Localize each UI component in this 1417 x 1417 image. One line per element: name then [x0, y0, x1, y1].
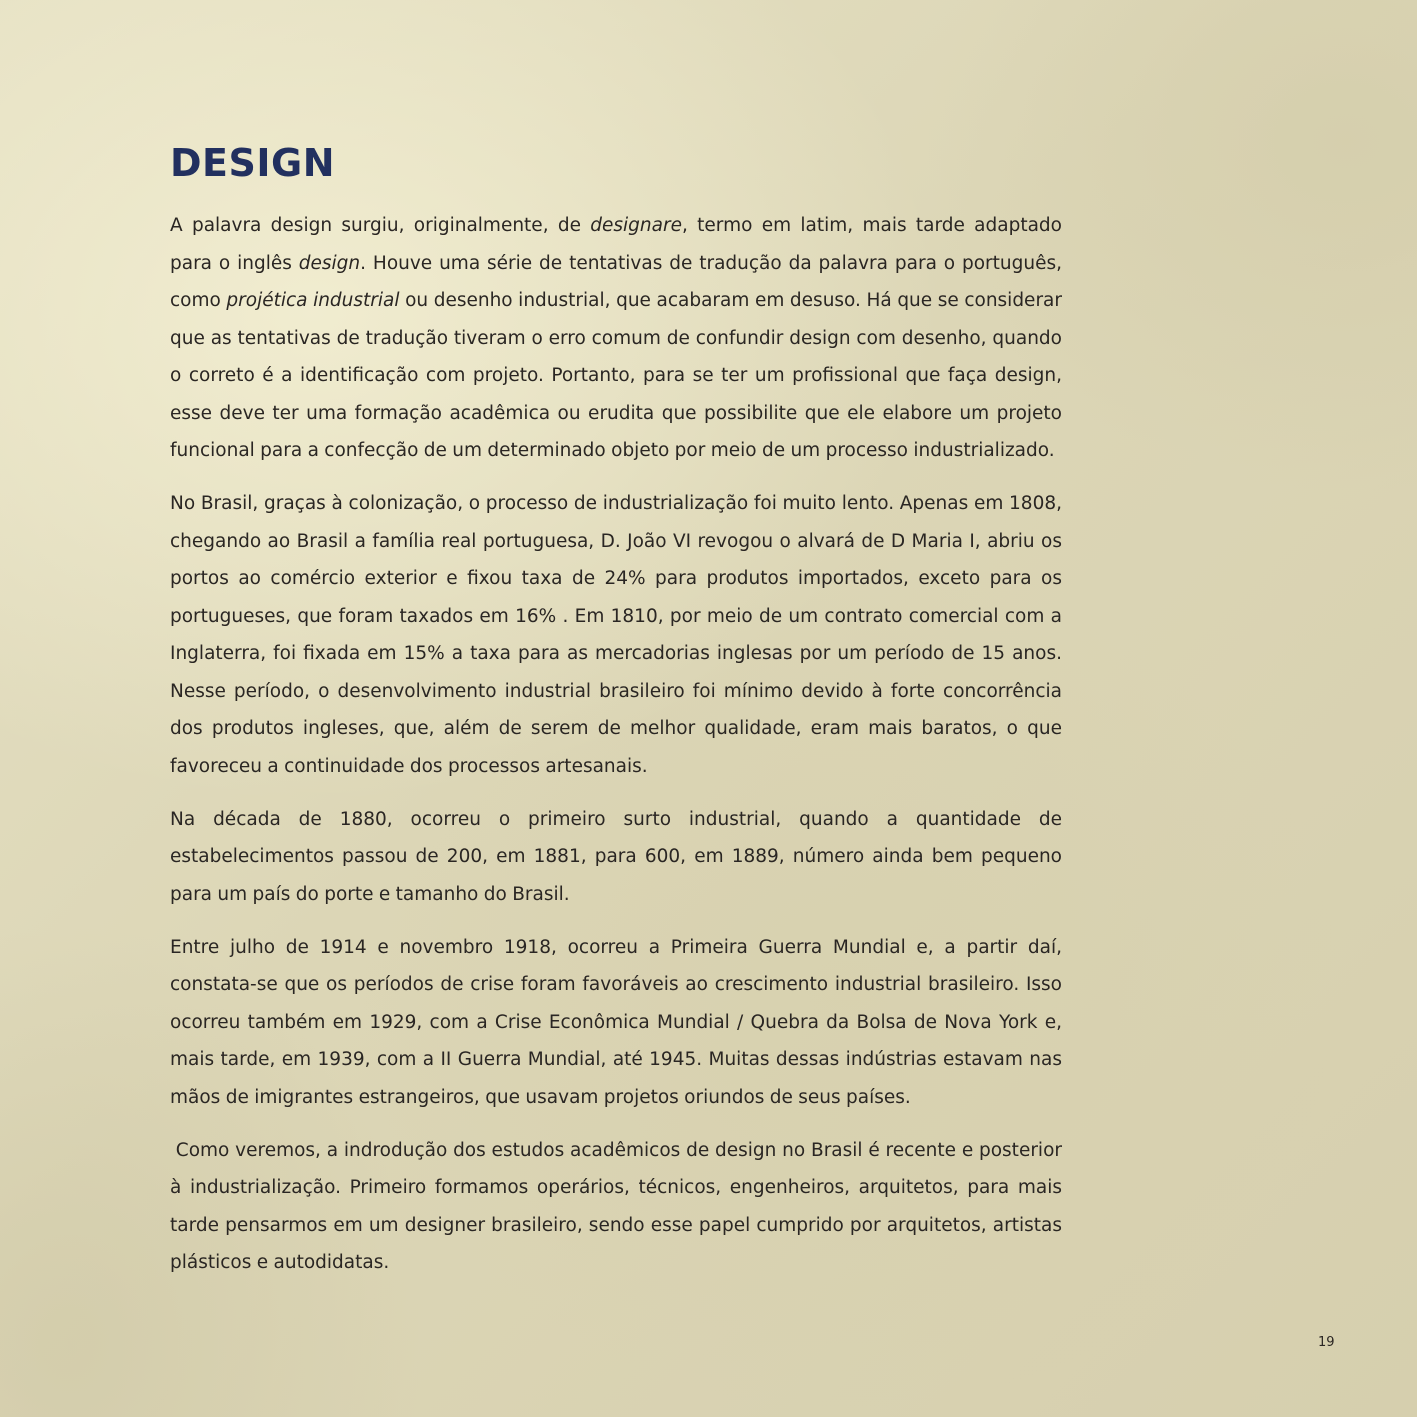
paragraph-4: Entre julho de 1914 e novembro 1918, ocorreu a Primeira Guerra Mundial e, a partir daí, constata-se que os períodos de crise foram favoráveis ao crescimento industrial brasileiro. Isso ocorreu também em 1929, com a Crise Econômica Mundial / Quebra da Bolsa de Nova York e, mais tarde, em 1939, com a II Guerra Mundial, até 1945. Muitas dessas indústrias estavam nas mãos de imigrantes estrangeiros, que usavam projetos oriundos de seus países. — [170, 936, 1062, 1108]
p1-text-3: . Houve uma série de tentativas de tradução da palavra para o português, como — [170, 252, 1062, 311]
p1-text-1: A palavra design surgiu, originalmente, de — [170, 215, 591, 236]
p1-text-2: , termo em latim, mais tarde adaptado para o inglês — [170, 215, 1062, 274]
page-title: DESIGN — [170, 141, 336, 185]
article-body — [170, 207, 1068, 1297]
p1-term-projetica: projética industrial — [226, 290, 400, 311]
paragraph-1 — [170, 207, 1062, 470]
p1-text-4: ou desenho industrial, que acabaram em desuso. Há que se considerar que as tentativas de tradução tiveram o erro comum de confundir design com desenho, quando o correto é a identificação com projeto. Portanto, para se ter um profissional que faça design, esse deve ter uma formação acadêmica ou erudita que possibilite que ele elabore um projeto funcional para a confecção de um determinado objeto por meio de um processo industrializado. — [170, 290, 1062, 461]
page-number: 19 — [1318, 1335, 1335, 1350]
paragraph-5: Como veremos, a indrodução dos estudos acadêmicos de design no Brasil é recente e posterior à industrialização. Primeiro formamos operários, técnicos, engenheiros, arquitetos, para mais tarde pensarmos em um designer brasileiro, sendo esse papel cumprido por arquitetos, artistas plásticos e autodidatas. — [170, 1139, 1068, 1273]
p1-term-design: design — [298, 252, 361, 274]
paragraph-2: No Brasil, graças à colonização, o processo de industrialização foi muito lento. Apenas em 1808, chegando ao Brasil a família real portuguesa, D. João VI revogou o alvará de D Maria I, abriu os portos ao comércio exterior e fixou taxa de 24% para produtos importados, exceto para os portugueses, que foram taxados em 16% . Em 1810, por meio de um contrato comercial com a Inglaterra, foi fixada em 15% a taxa para as mercadorias inglesas por um período de 15 anos. Nesse período, o desenvolvimento industrial brasileiro foi mínimo devido à forte concorrência dos produtos ingleses, que, além de serem de melhor qualidade, eram mais baratos, o que favoreceu a continuidade dos processos artesanais. — [170, 493, 1062, 777]
paragraph-3: Na década de 1880, ocorreu o primeiro surto industrial, quando a quantidade de estabelecimentos passou de 200, em 1881, para 600, em 1889, número ainda bem pequeno para um país do porte e tamanho do Brasil. — [170, 808, 1062, 905]
p1-term-designare: designare — [590, 215, 682, 236]
